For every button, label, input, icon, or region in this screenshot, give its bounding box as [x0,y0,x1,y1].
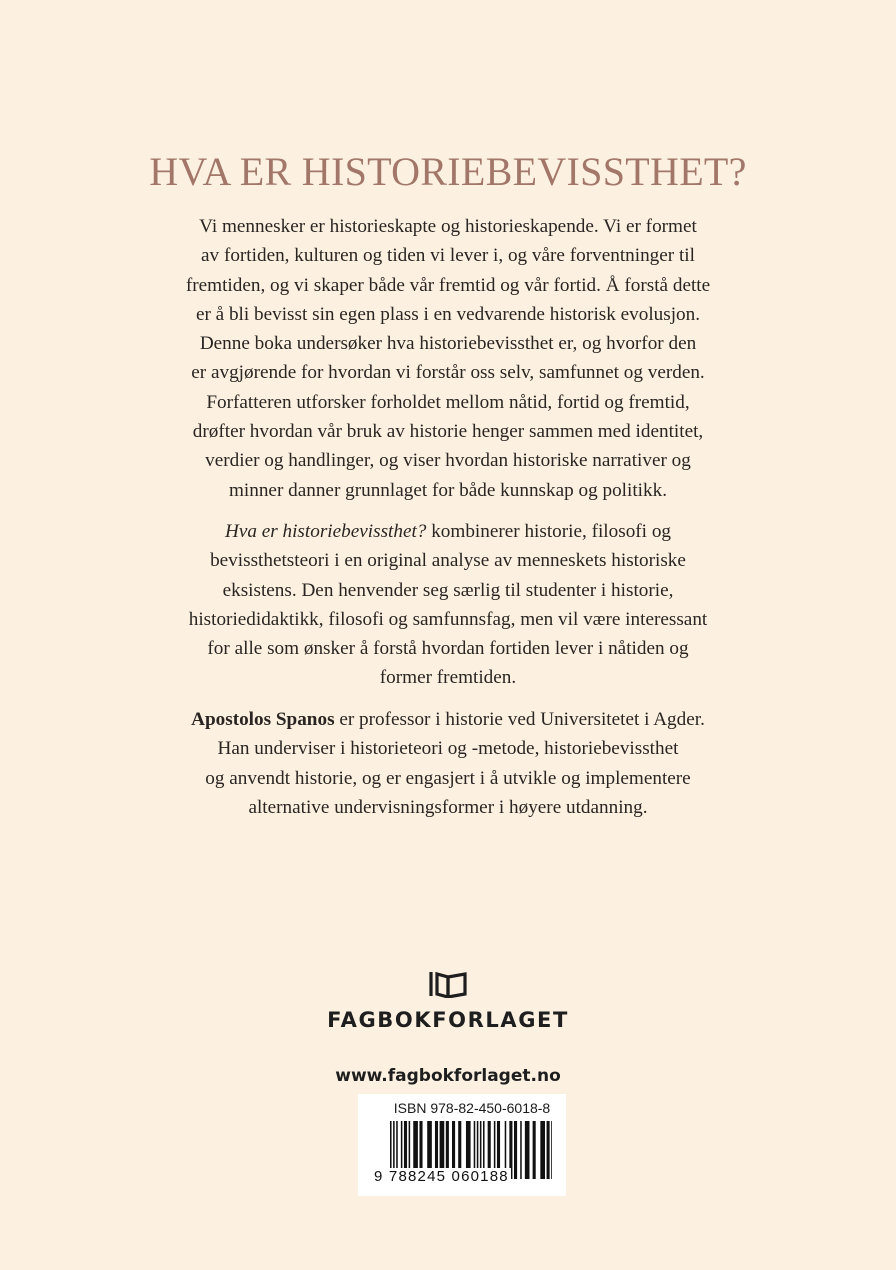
barcode-bar [547,1121,550,1179]
barcode-bar [551,1121,552,1179]
text-line: Han underviser i historieteori og -metode, historiebevissthet [217,738,679,760]
barcode-bar [525,1121,530,1179]
barcode-bar [520,1121,522,1179]
barcode-area [358,1094,566,1196]
text-line: er å bli bevisst sin egen plass i en vedvarende historisk evolusjon. [195,303,701,325]
text-line: historiedidaktikk, filosofi og samfunnsfag, men vil være interessant [188,608,708,630]
description-paragraph-1 [120,212,776,505]
text-line: alternative undervisningsformer i høyere utdanning. [248,796,648,818]
text-line: Vi mennesker er historieskapte og historieskapende. Vi er formet [199,216,697,237]
text-line: Denne boka undersøker hva historiebevissthet er, og hvorfor den [199,333,697,355]
text-line: former fremtiden. [379,667,517,689]
book-title: HVA ER HISTORIEBEVISSTHET? [149,149,747,194]
text-line: drøfter hvordan vår bruk av historie henger sammen med identitet, [192,421,704,443]
barcode-bar [540,1121,545,1179]
barcode-bar [514,1121,517,1179]
text-line: og anvendt historie, og er engasjert i å utvikle og implementere [205,767,691,789]
publisher-logo [0,970,896,998]
publisher-website[interactable]: www.fagbokforlaget.no [335,1066,561,1086]
description-paragraph-2 [120,517,776,693]
text-line [120,517,776,546]
text-fragment: kombinerer historie, filosofi og [426,521,672,542]
text-line: for alle som ønsker å forstå hvordan fortiden lever i nåtiden og [207,638,689,660]
text-line: fremtiden, og vi skaper både vår fremtid og vår fortid. Å forstå dette [185,274,711,296]
barcode-bar [533,1121,536,1179]
text-line: av fortiden, kulturen og tiden vi lever i, og våre forventninger til [201,245,695,267]
author-bio [120,705,776,822]
text-line: er avgjørende for hvordan vi forstår oss selv, samfunnet og verden. [191,362,705,384]
ean-digits: 9 788245 060188 [374,1168,509,1185]
text-line: bevissthetsteori i en original analyse av menneskets historiske [210,550,686,572]
text-fragment: er professor i historie ved Universitetet i Agder. [334,709,705,730]
publisher-name: FAGBOKFORLAGET [327,1008,569,1032]
text-line [120,705,776,734]
text-line: Forfatteren utforsker forholdet mellom nåtid, fortid og fremtid, [206,391,690,413]
text-line: verdier og handlinger, og viser hvordan historiske narrativer og [205,450,691,472]
book-logo-icon [427,970,469,998]
isbn-label: ISBN 978-82-450-6018-8 [393,1100,551,1116]
text-line: eksistens. Den henvender seg særlig til studenter i historie, [222,579,674,601]
author-name: Apostolos Spanos [191,709,335,730]
text-line: minner danner grunnlaget for både kunnskap og politikk. [228,479,667,501]
book-title-italic: Hva er historiebevissthet? [224,521,427,542]
